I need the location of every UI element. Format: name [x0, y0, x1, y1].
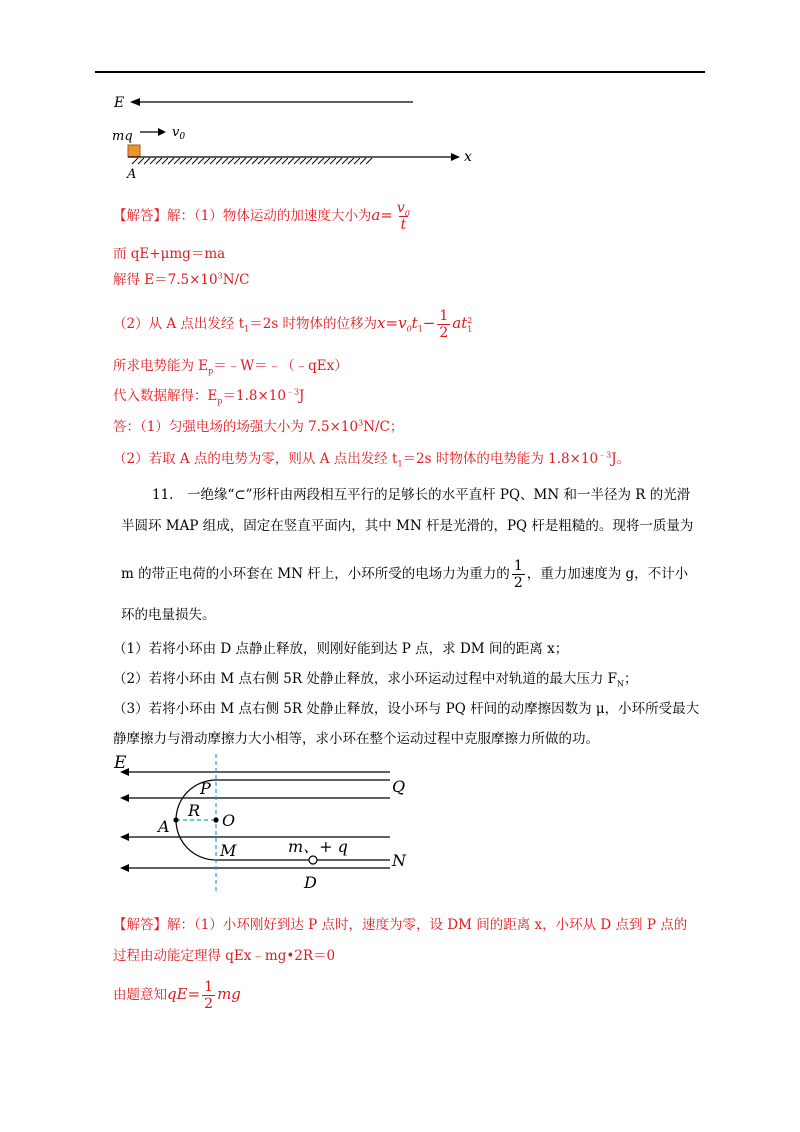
- frac-num-sub: 0: [404, 208, 410, 218]
- p11-frac: [512, 558, 525, 591]
- fig1-label-v-sub: 0: [179, 132, 186, 142]
- a1-ans2-pre: （2）若取 A 点的电势为零，则从 A 点出发经 t: [113, 451, 398, 467]
- problem11-q1: （1）若将小环由 D 点静止释放，则刚好能到达 P 点，求 DM 间的距离 x；: [113, 641, 569, 657]
- problem11-p1: 11. 一绝缘“⊂”形杆由两段相互平行的足够长的水平直杆 PQ、MN 和一半径为 R 的光滑: [152, 487, 691, 503]
- problem11-p3: [121, 556, 688, 592]
- p11-p3-pre: m 的带正电荷的小环套在 MN 杆上，小环所受的电场力为重力的: [121, 566, 510, 582]
- fig1-label-x: x: [464, 149, 472, 165]
- svg-text:v0: [172, 125, 185, 142]
- fig1-field-arrowhead: [130, 98, 140, 106]
- fig2-arrowhead-4: [120, 864, 129, 872]
- a1l4-x: x: [377, 314, 386, 332]
- answer2-line3: 由题意知qE= $\frac{1}{2}$ mg: [113, 979, 241, 1012]
- figure-2-diagram: [112, 752, 422, 898]
- fig1-label-mq: mq: [112, 129, 133, 144]
- fig1-label-v: v: [172, 125, 180, 140]
- a1l6-post: J: [299, 388, 305, 404]
- a1l5-pre: 所求电势能为 E: [113, 358, 209, 374]
- a1l4-t: t: [411, 314, 418, 332]
- answer1-line5: [113, 357, 348, 375]
- answer1-tag: 【解答】: [113, 208, 167, 224]
- fig2-label-N: N: [392, 851, 406, 870]
- a1l4-v-sub: 0: [406, 324, 412, 334]
- a1-ans1-post: N/C；: [363, 419, 404, 435]
- a1l4-frac-den: 2: [439, 325, 449, 341]
- problem11-q2: [113, 670, 638, 688]
- a1l4-mid: ＝2s 时物体的位移为: [249, 316, 378, 332]
- a2l3-lhs: qE: [167, 985, 188, 1003]
- a1-ans1-pre: （1）匀强电场的场强大小为 7.5×10: [140, 419, 359, 435]
- a1-ans2-sup: ﹣3: [598, 450, 612, 460]
- fig1-velocity-arrowhead: [158, 128, 166, 136]
- a1l3-post: N/C: [222, 272, 250, 288]
- fig1-block: [128, 145, 140, 157]
- fig2-arrowhead-3: [120, 833, 129, 841]
- a1l4-frac-num: 1: [439, 308, 449, 324]
- a1l3-sup: 3: [217, 271, 223, 281]
- answer1-line2: 而 qE+μmg＝ma: [113, 246, 226, 262]
- a1l4-t2-sup: 2: [467, 315, 473, 325]
- a1l5-sub: p: [208, 366, 214, 376]
- answer2-line1: [113, 916, 687, 934]
- fig2-label-Q: Q: [392, 777, 406, 796]
- fig2-point-A: [173, 817, 178, 822]
- fig2-point-O: [213, 817, 218, 822]
- answer1-line1: 【解答】解：（1）物体运动的加速度大小为a= $\frac{v_0}{t}$: [113, 200, 410, 233]
- a1l3-pre: 解得 E＝7.5×10: [113, 272, 218, 288]
- a1l4-t2-sub: 1: [467, 324, 473, 334]
- fig2-label-M: M: [220, 841, 237, 860]
- a1l5-post: ＝﹣W＝﹣（﹣qEx）: [213, 358, 348, 374]
- a1l6-sub: p: [217, 396, 223, 406]
- fig2-label-A: A: [158, 817, 170, 836]
- problem11-q3a: （3）若将小环由 M 点右侧 5R 处静止释放，设小环与 PQ 杆间的动摩擦因数为 μ，小环所受最大: [113, 701, 700, 717]
- a2l3-rhs: mg: [217, 985, 241, 1003]
- answer1-line4: （2）从 A 点出发经 $t_1=2s$ 时物体的位移为$x=v_0t_1-$ $\frac{1}{2}$ at 2 1: [113, 308, 473, 341]
- a2l3-frac: [202, 979, 215, 1012]
- a1-ans-label: 答：: [113, 419, 140, 435]
- a1l4-sub: 1: [244, 324, 250, 334]
- answer1-line1-text: 解：（1）物体运动的加速度大小为: [167, 208, 372, 224]
- answer1-a: a: [371, 206, 381, 224]
- header-rule: [95, 71, 705, 73]
- fig2-label-O: O: [222, 811, 236, 830]
- a1l6-pre: 代入数据解得：E: [113, 388, 218, 404]
- answer1-line6: [113, 387, 304, 405]
- a1-ans2-post: J。: [611, 451, 631, 467]
- fig2-label-P: P: [200, 779, 211, 798]
- fig2-label-mq: m、+ q: [288, 837, 348, 856]
- a1l4-pre: （2）从 A 点出发经 t: [113, 316, 245, 332]
- p11-q2-sub: N: [617, 679, 624, 689]
- fig1-hatching: [132, 158, 372, 164]
- fig2-label-R: R: [188, 801, 201, 820]
- a1l4-a: a: [452, 314, 462, 332]
- a1l6-mid: ＝1.8×10: [222, 388, 286, 404]
- answer2-tag: 【解答】: [113, 917, 167, 933]
- fig1-label-E: E: [114, 95, 125, 111]
- a2l3-frac-den: 2: [204, 996, 214, 1012]
- answer2-line1-text: 解：（1）小环刚好到达 P 点时，速度为零，设 DM 间的距离 x，小环从 D 点到 P 点的: [167, 917, 688, 933]
- answer1-frac: [395, 200, 412, 233]
- problem11-p4: 环的电量损失。: [121, 607, 216, 623]
- figure-1-diagram: [108, 88, 488, 188]
- p11-q2-post: ；: [624, 671, 638, 687]
- p11-frac-num: 1: [513, 558, 523, 574]
- fig1-x-arrowhead: [451, 153, 460, 161]
- answer1-ans2: [113, 450, 630, 468]
- a1-ans1-sup: 3: [358, 418, 364, 428]
- answer2-line2: 过程由动能定理得 qEx﹣mg•2R＝0: [113, 948, 336, 964]
- a1-ans2-sub: 1: [397, 459, 403, 469]
- a1l4-v: v: [398, 314, 407, 332]
- fig2-label-D: D: [304, 873, 317, 892]
- p11-q2-pre: （2）若将小环由 M 点右侧 5R 处静止释放，求小环运动过程中对轨道的最大压力 F: [113, 671, 617, 687]
- a2l3-pre: 由题意知: [113, 987, 167, 1003]
- fig2-ring: [309, 856, 317, 864]
- problem11-q3b: 静摩擦力与滑动摩擦力大小相等，求小环在整个运动过程中克服摩擦力所做的功。: [113, 731, 599, 747]
- a1l4-t-sub: 1: [417, 324, 423, 334]
- answer1-ans1: [113, 418, 403, 436]
- p11-p3-post: ，重力加速度为 g，不计小: [526, 566, 689, 582]
- answer1-line3: [113, 271, 249, 289]
- frac-num-v: v: [396, 200, 405, 216]
- problem11-p2: 半圆环 MAP 组成，固定在竖直平面内，其中 MN 杆是光滑的，PQ 杆是粗糙的。现将一质量为: [121, 518, 694, 534]
- a1l4-frac: [437, 308, 450, 341]
- a1-ans2-mid: ＝2s 时物体的电势能为 1.8×10: [402, 451, 599, 467]
- fig2-arrowhead-2: [120, 794, 129, 802]
- p11-frac-den: 2: [513, 575, 523, 591]
- a2l3-frac-num: 1: [204, 979, 214, 995]
- fig1-label-A: A: [127, 167, 137, 182]
- fig2-label-E: E: [114, 753, 127, 773]
- frac-den-t: t: [400, 217, 407, 233]
- a1l6-sup: ﹣3: [285, 387, 300, 397]
